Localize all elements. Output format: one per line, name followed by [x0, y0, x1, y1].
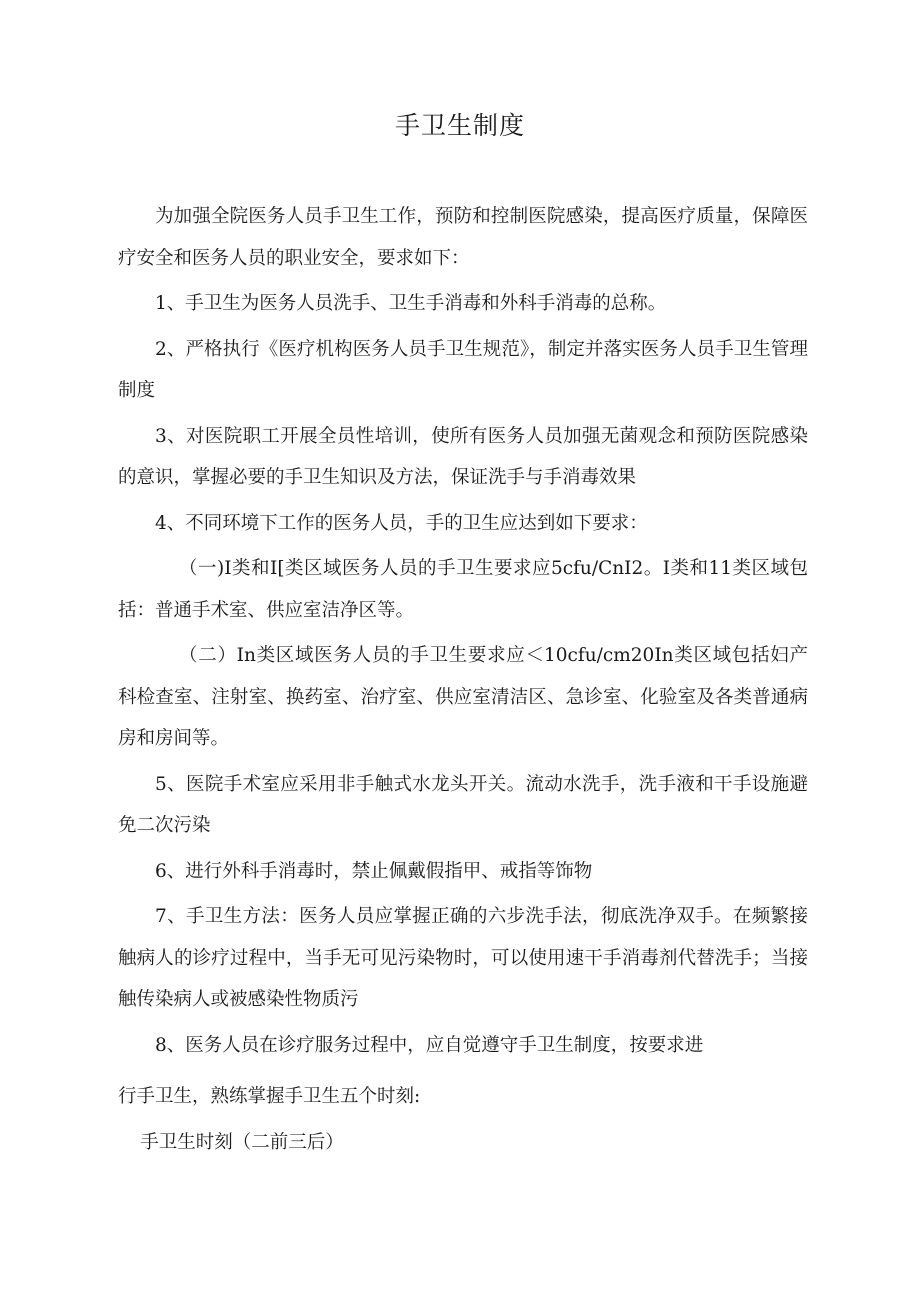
paragraph-item-5: 5、医院手术室应采用非手触式水龙头开关。流动水洗手，洗手液和干手设施避免二次污染: [118, 773, 808, 836]
paragraph-item-8: 8、医务人员在诊疗服务过程中，应自觉遵守手卫生制度，按要求进: [155, 1034, 704, 1056]
paragraph-intro: 为加强全院医务人员手卫生工作，预防和控制医院感染，提高医疗质量，保障医疗安全和医务人员的职业安全，要求如下：: [118, 206, 808, 269]
paragraph-sub-2: （二）In类区域医务人员的手卫生要求应＜10cfu/cm20In类区域包括妇产科检查室、注射室、换药室、治疗室、供应室清洁区、急诊室、化验室及各类普通病房和房间等。: [118, 645, 808, 749]
paragraph-item-1: 1、手卫生为医务人员洗手、卫生手消毒和外科手消毒的总称。: [155, 293, 667, 314]
paragraph-item-7: 7、手卫生方法：医务人员应掌握正确的六步洗手法，彻底洗净双手。在频繁接触病人的诊疗过程中，当手无可见污染物时，可以使用速干手消毒剂代替洗手；当接触传染病人或被感染性物质污: [118, 906, 808, 1010]
paragraph-item-4: 4、不同环境下工作的医务人员，手的卫生应达到如下要求：: [155, 512, 648, 534]
paragraph-sub-1: （一)I类和I[类区域医务人员的手卫生要求应5cfu/CnI2。I类和11类区域包括：普通手术室、供应室洁净区等。: [118, 558, 808, 621]
document-title: 手卫生制度: [394, 111, 525, 140]
document-body: [118, 196, 808, 1167]
paragraph-item-2: 2、严格执行《医疗机构医务人员手卫生规范》，制定并落实医务人员手卫生管理制度: [118, 338, 808, 401]
paragraph-hand-hygiene-moments: 手卫生时刻（二前三后）: [140, 1131, 344, 1153]
paragraph-item-8-continued: 行手卫生，熟练掌握手卫生五个时刻:: [118, 1086, 421, 1107]
paragraph-item-3: 3、对医院职工开展全员性培训，使所有医务人员加强无菌观念和预防医院感染的意识，掌握必要的手卫生知识及方法，保证洗手与手消毒效果: [118, 425, 808, 488]
paragraph-item-6: 6、进行外科手消毒时，禁止佩戴假指甲、戒指等饰物: [155, 860, 593, 882]
